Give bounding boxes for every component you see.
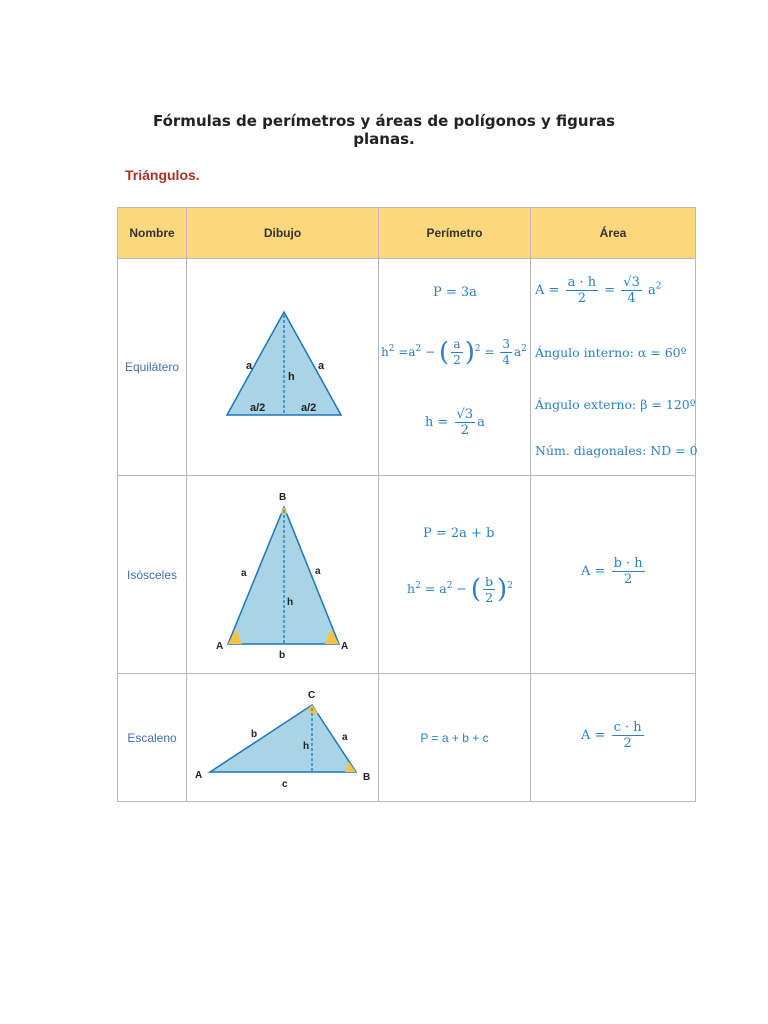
formula-h2-equilatero: $h^2 =a^2$ − ( $\frac{a}{2}$ )$^2$ = $\frac{3}{4}$ $a^2$ xyxy=(381,337,527,368)
label-vertex-b: B xyxy=(363,772,371,783)
formula-p-isosceles: P = 2a + b xyxy=(423,526,495,541)
h2-fraction-2 xyxy=(500,337,512,368)
h2-fraction xyxy=(483,574,495,605)
area-frac1-num: a · h xyxy=(567,275,597,290)
h-end: a xyxy=(477,415,485,430)
formula-p-equilatero: P = 3a xyxy=(433,285,477,300)
label-a-left: a xyxy=(246,360,253,372)
label-h: h xyxy=(303,741,310,752)
header-perimetro: Perímetro xyxy=(379,208,531,259)
row-name-isosceles: Isósceles xyxy=(118,476,187,674)
table-row xyxy=(118,476,696,674)
area-frac2-den: 4 xyxy=(627,291,636,306)
h2-minus: − xyxy=(456,581,467,596)
area-frac-num: b · h xyxy=(613,556,643,571)
h2-lhs: h xyxy=(381,345,389,359)
table-row xyxy=(118,674,696,802)
title-line-1: Fórmulas de perímetros y áreas de polígonos y figuras xyxy=(152,112,616,130)
h2-frac-num: a xyxy=(453,337,461,351)
h-frac-den: 2 xyxy=(460,423,469,438)
area-end: a xyxy=(647,283,656,298)
area-fraction-1 xyxy=(566,275,599,306)
formulas-table xyxy=(117,207,696,802)
area-fraction xyxy=(612,720,644,751)
drawing-equilatero xyxy=(187,259,379,476)
h2-end: a xyxy=(514,345,522,359)
area-fraction-2 xyxy=(621,275,642,306)
formula-area-equilatero: A = $\frac{a \cdot h}{2}$ = $\frac{√3}{4}$ $a^2$ xyxy=(535,275,662,306)
header-area: Área xyxy=(531,208,696,259)
formula-h2-isosceles: $h^2 = a^2$ − ( $\frac{b}{2}$ )$^2$ xyxy=(407,574,513,605)
perimetro-escaleno xyxy=(379,674,531,802)
h2-mid: = a xyxy=(424,581,447,596)
label-half-right: a/2 xyxy=(301,402,317,414)
h-fraction xyxy=(455,407,476,438)
row-name-equilatero: Equilátero xyxy=(118,259,187,476)
angulo-interno: Ángulo interno: α = 60º xyxy=(535,345,687,360)
paren-close: ) xyxy=(464,337,475,368)
table-row xyxy=(118,259,696,476)
document-title xyxy=(130,112,638,148)
formula-area-isosceles xyxy=(581,556,647,587)
label-h: h xyxy=(287,597,294,608)
paren-open: ( xyxy=(438,337,450,368)
label-a-right: a xyxy=(315,566,321,577)
equilateral-triangle-figure xyxy=(187,259,379,475)
h2-minus: − xyxy=(425,345,436,359)
paren-open: ( xyxy=(470,574,482,605)
drawing-escaleno xyxy=(187,674,379,802)
section-heading: Triángulos. xyxy=(125,167,200,183)
label-vertex-a-right: A xyxy=(341,641,349,652)
isosceles-triangle-figure xyxy=(187,476,379,673)
label-side-b: b xyxy=(251,729,258,740)
area-frac-den: 2 xyxy=(623,572,633,587)
header-dibujo: Dibujo xyxy=(187,208,379,259)
h2-lhs: h xyxy=(407,581,416,596)
formula-area-escaleno xyxy=(581,720,646,751)
num-diagonales: Núm. diagonales: ND = 0 xyxy=(535,443,698,458)
h2-fraction xyxy=(451,337,463,368)
area-frac-num: c · h xyxy=(613,720,642,735)
h2-frac2-den: 4 xyxy=(502,353,511,367)
label-base-b: b xyxy=(279,650,286,661)
label-vertex-a: A xyxy=(195,770,203,781)
area-isosceles xyxy=(531,476,696,674)
area-lhs: A = xyxy=(535,283,560,298)
area-fraction xyxy=(612,556,645,587)
drawing-isosceles xyxy=(187,476,379,674)
area-escaleno xyxy=(531,674,696,802)
area-equilatero xyxy=(531,259,696,476)
paren-close: ) xyxy=(497,574,508,605)
h-lhs: h = xyxy=(425,415,449,430)
label-vertex-b: B xyxy=(279,492,287,503)
area-frac2-num: √3 xyxy=(623,275,640,290)
h2-frac-den: 2 xyxy=(485,590,494,605)
h2-frac-num: b xyxy=(485,574,494,589)
angulo-externo: Ángulo externo: β = 120º xyxy=(535,397,696,412)
label-a-right: a xyxy=(318,360,325,372)
label-vertex-c: C xyxy=(308,690,316,701)
label-side-a: a xyxy=(342,732,348,743)
header-row xyxy=(118,208,696,259)
h2-mid: =a xyxy=(398,345,416,359)
h2-eq: = xyxy=(484,345,495,359)
label-vertex-a-left: A xyxy=(216,641,224,652)
label-h: h xyxy=(288,371,295,383)
title-line-2: planas. xyxy=(353,130,415,148)
label-a-left: a xyxy=(241,568,247,579)
header-nombre: Nombre xyxy=(118,208,187,259)
formula-p-escaleno: P = a + b + c xyxy=(420,730,489,745)
perimetro-equilatero xyxy=(379,259,531,476)
triangle-shape xyxy=(210,705,356,772)
scalene-triangle-figure xyxy=(187,674,379,801)
formula-h-equilatero xyxy=(425,407,485,438)
label-half-left: a/2 xyxy=(250,402,266,414)
area-frac-den: 2 xyxy=(623,736,632,751)
area-frac1-den: 2 xyxy=(577,291,586,306)
row-name-escaleno: Escaleno xyxy=(118,674,187,802)
h2-frac2-num: 3 xyxy=(502,337,511,351)
area-eq: = xyxy=(604,283,616,298)
area-lhs: A = xyxy=(581,728,606,743)
label-base-c: c xyxy=(282,779,288,790)
h2-frac-den: 2 xyxy=(453,353,461,367)
h-frac-num: √3 xyxy=(456,407,474,422)
area-lhs: A = xyxy=(581,564,606,579)
perimetro-isosceles xyxy=(379,476,531,674)
